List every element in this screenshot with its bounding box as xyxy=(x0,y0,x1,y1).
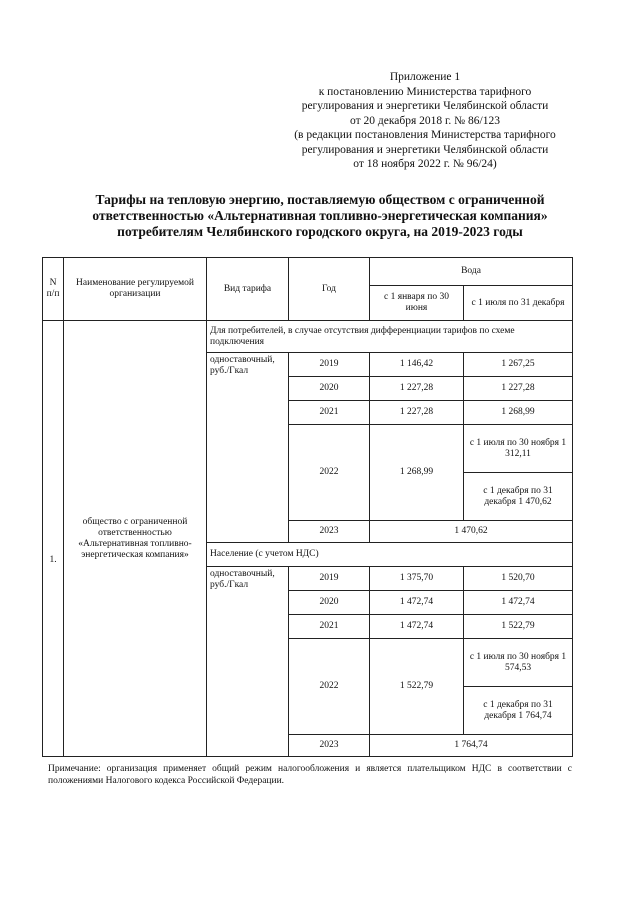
tariff-subperiod: с 1 декабря по 31 декабря 1 764,74 xyxy=(464,687,573,735)
year-cell: 2020 xyxy=(289,591,370,615)
tariff-subperiod: с 1 июля по 30 ноября 1 312,11 xyxy=(464,425,573,473)
appendix-line: от 18 ноября 2022 г. № 96/24) xyxy=(353,158,497,170)
footnote: Примечание: организация применяет общий режим налогообложения и является плательщиком НДС в соответствии с положениями Налогового кодекса Российской Федерации. xyxy=(48,764,572,786)
header-year: Год xyxy=(289,258,370,321)
appendix-line: от 20 декабря 2018 г. № 86/123 xyxy=(350,114,500,127)
year-cell: 2019 xyxy=(289,567,370,591)
tariff-subperiod: с 1 июля по 30 ноября 1 574,53 xyxy=(464,639,573,687)
title-line: ответственностью «Альтернативная топливно-энергетическая компания» xyxy=(92,208,548,223)
organization-name: общество с ограниченной ответственностью «Альтернативная топливно-энергетическая компания» xyxy=(64,321,207,757)
appendix-line: Приложение 1 xyxy=(389,71,461,83)
header-water: Вода xyxy=(370,258,573,286)
appendix-line: регулирования и энергетики Челябинской области xyxy=(301,100,549,112)
tariff-value: 1 472,74 xyxy=(370,591,464,615)
appendix-line: (в редакции постановления Министерства тарифного xyxy=(294,129,556,141)
header-period-1: с 1 января по 30 июня xyxy=(370,286,464,321)
tariff-type: одноставочный, руб./Гкал xyxy=(207,567,289,757)
tariff-value: 1 227,28 xyxy=(370,377,464,401)
year-cell: 2021 xyxy=(289,615,370,639)
year-cell: 2021 xyxy=(289,401,370,425)
tariff-table xyxy=(42,257,573,757)
tariff-value: 1 146,42 xyxy=(370,353,464,377)
tariff-value: 1 227,28 xyxy=(370,401,464,425)
tariff-value: 1 522,79 xyxy=(370,639,464,735)
appendix-line: к постановлению Министерства тарифного xyxy=(318,85,532,98)
tariff-value: 1 267,25 xyxy=(464,353,573,377)
year-cell: 2020 xyxy=(289,377,370,401)
tariff-value: 1 268,99 xyxy=(464,401,573,425)
tariff-value: 1 520,70 xyxy=(464,567,573,591)
header-period-2: с 1 июля по 31 декабря xyxy=(464,286,573,321)
tariff-value: 1 268,99 xyxy=(370,425,464,521)
header-num: N п/п xyxy=(43,258,64,321)
appendix-header xyxy=(280,70,570,172)
tariff-value: 1 227,28 xyxy=(464,377,573,401)
row-number: 1. xyxy=(43,321,64,757)
section-label: Население (с учетом НДС) xyxy=(207,543,573,567)
year-cell: 2023 xyxy=(289,521,370,543)
header-organization: Наименование регулируемой организации xyxy=(64,258,207,321)
tariff-value: 1 764,74 xyxy=(370,735,573,757)
tariff-value: 1 470,62 xyxy=(370,521,573,543)
tariff-value: 1 522,79 xyxy=(464,615,573,639)
title-line: потребителям Челябинского городского округа, на 2019-2023 годы xyxy=(117,224,523,239)
year-cell: 2023 xyxy=(289,735,370,757)
year-cell: 2022 xyxy=(289,639,370,735)
year-cell: 2019 xyxy=(289,353,370,377)
appendix-line: регулирования и энергетики Челябинской области xyxy=(301,143,549,156)
tariff-type: одноставочный, руб./Гкал xyxy=(207,353,289,543)
tariff-value: 1 472,74 xyxy=(370,615,464,639)
section-label: Для потребителей, в случае отсутствия дифференциации тарифов по схеме подключения xyxy=(207,321,573,353)
tariff-subperiod: с 1 декабря по 31 декабря 1 470,62 xyxy=(464,473,573,521)
header-tariff-type: Вид тарифа xyxy=(207,258,289,321)
tariff-value: 1 375,70 xyxy=(370,567,464,591)
title-line: Тарифы на тепловую энергию, поставляемую обществом с ограниченной xyxy=(95,192,545,207)
tariff-value: 1 472,74 xyxy=(464,591,573,615)
year-cell: 2022 xyxy=(289,425,370,521)
document-title xyxy=(50,192,590,240)
